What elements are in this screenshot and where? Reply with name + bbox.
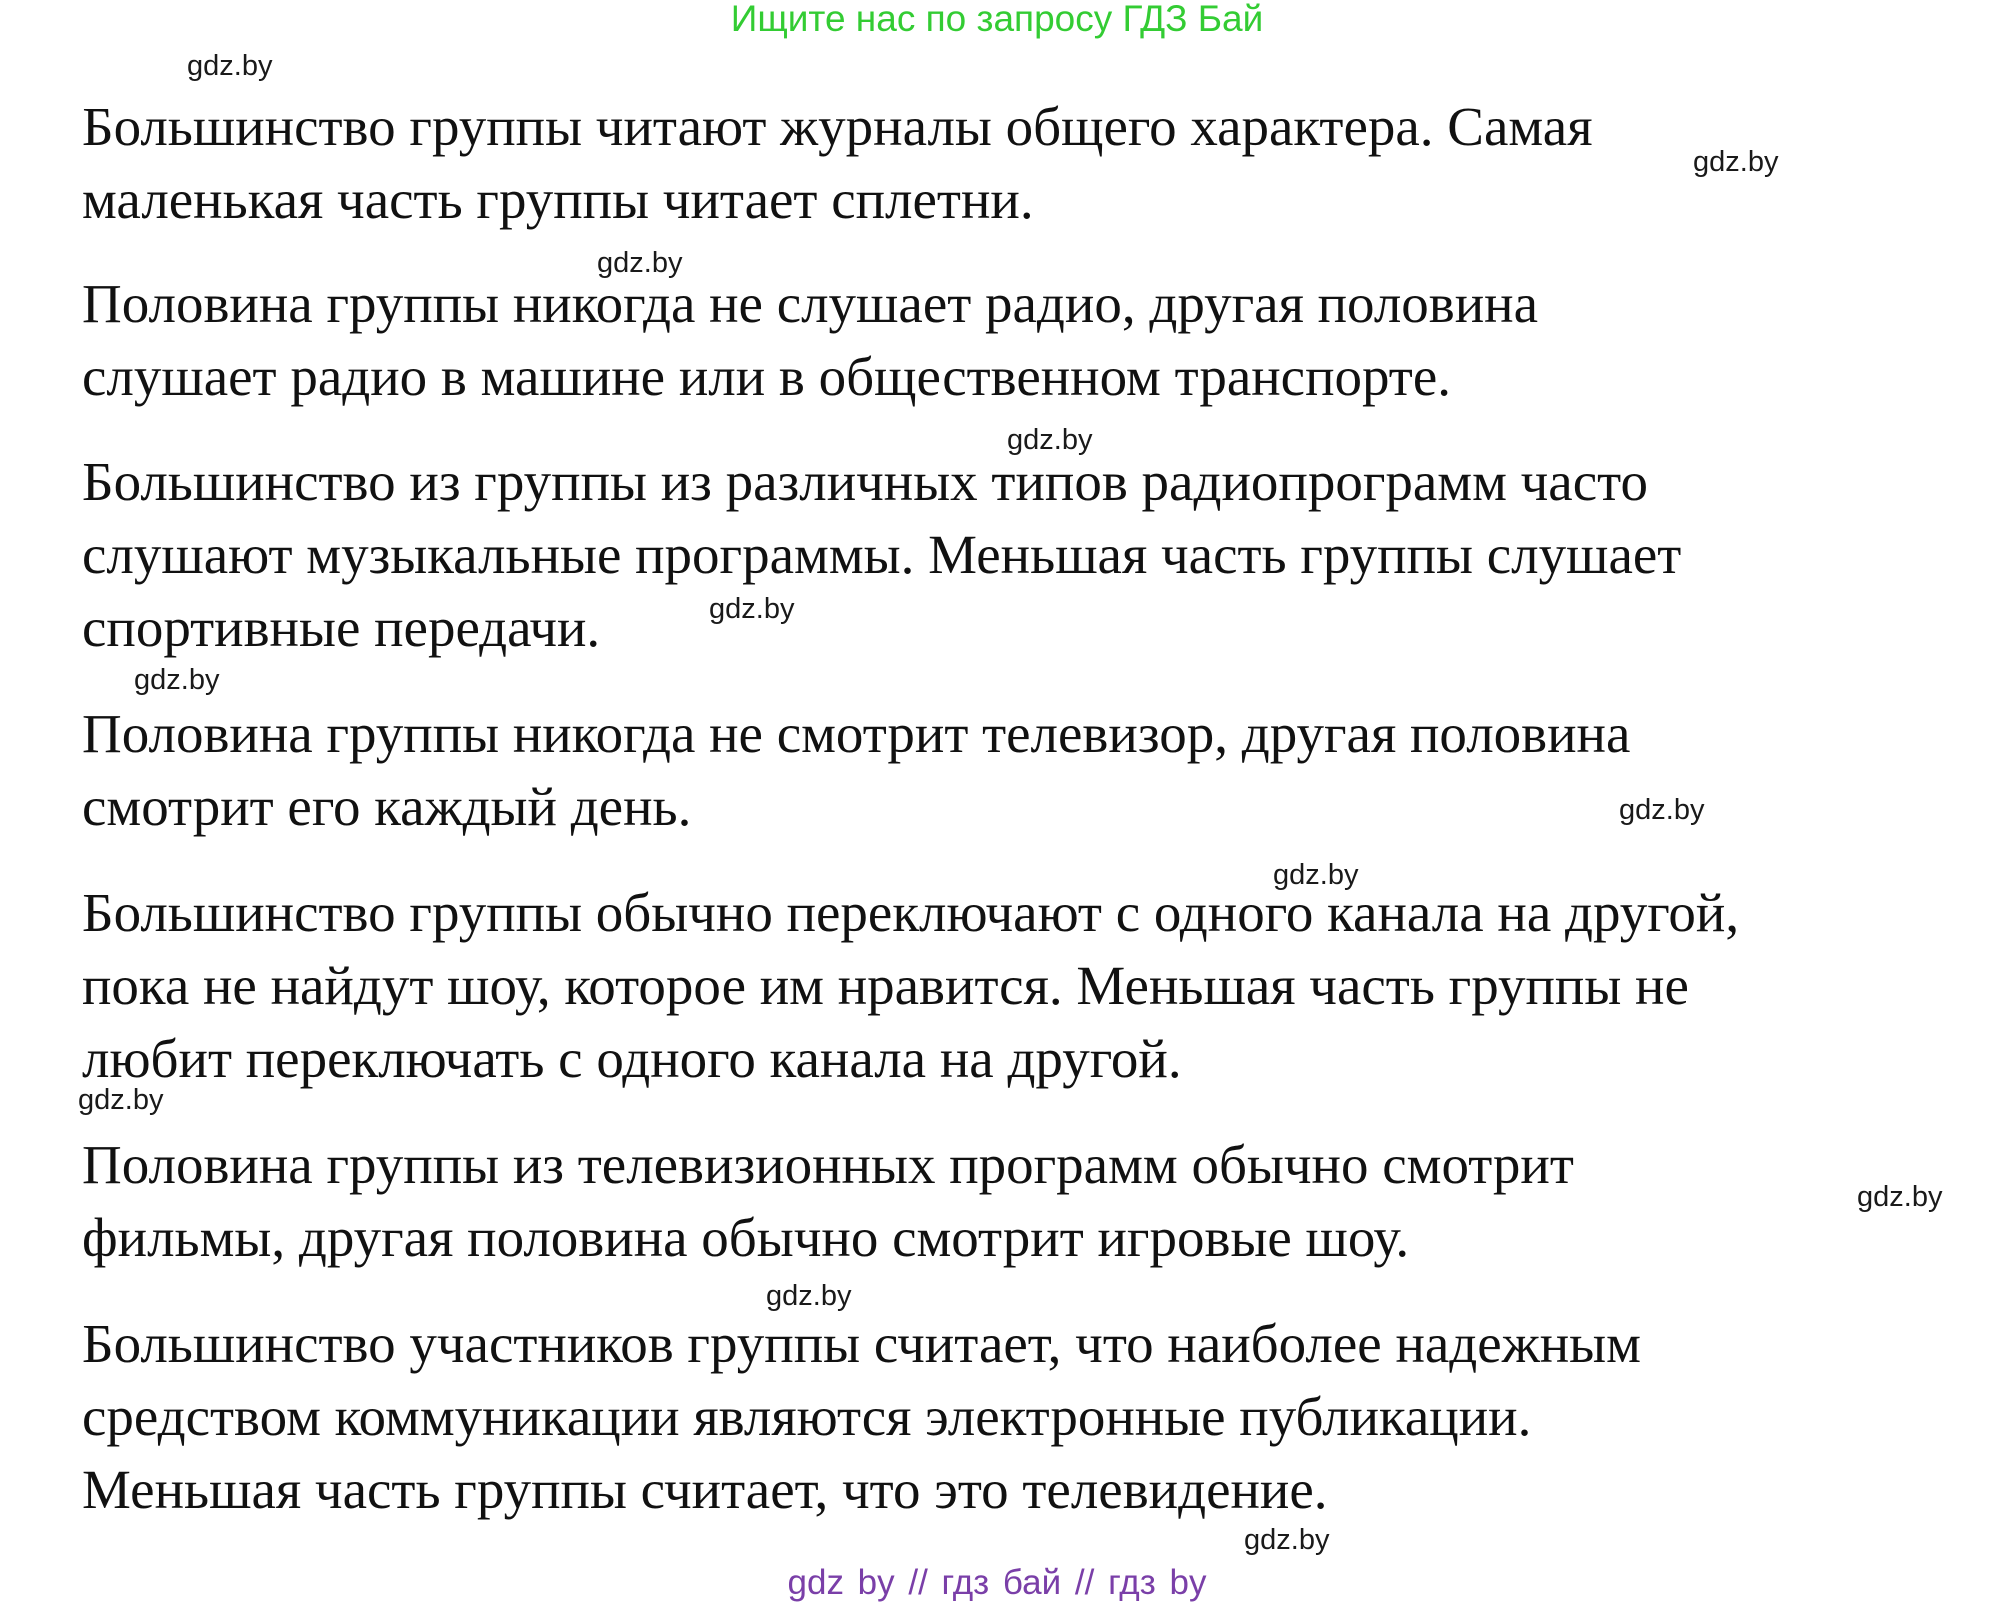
watermark: gdz.by bbox=[597, 247, 683, 279]
paragraph-line: спортивные передачи. bbox=[82, 597, 601, 658]
paragraph-line: Меньшая часть группы считает, что это телевидение. bbox=[82, 1459, 1328, 1520]
paragraph-line: слушают музыкальные программы. Меньшая часть группы слушает bbox=[82, 524, 1682, 585]
watermark: gdz.by bbox=[1857, 1181, 1943, 1213]
paragraph-line: Половина группы никогда не смотрит телевизор, другая половина bbox=[82, 703, 1631, 764]
paragraph-line: Большинство группы читают журналы общего характера. Самая bbox=[82, 96, 1593, 157]
paragraph-line: Большинство группы обычно переключают с одного канала на другой, bbox=[82, 882, 1740, 943]
paragraph-line: Большинство из группы из различных типов радиопрограмм часто bbox=[82, 451, 1648, 512]
paragraph-line: слушает радио в машине или в общественном транспорте. bbox=[82, 346, 1451, 407]
watermark: gdz.by bbox=[709, 593, 795, 625]
footer-links[interactable]: gdz by // гдз бай // гдз by bbox=[787, 1563, 1207, 1602]
paragraph-line: маленькая часть группы читает сплетни. bbox=[82, 169, 1034, 230]
search-hint-banner[interactable]: Ищите нас по запросу ГДЗ Бай bbox=[730, 0, 1264, 39]
watermark: gdz.by bbox=[766, 1280, 852, 1312]
watermark: gdz.by bbox=[78, 1084, 164, 1116]
answer-paragraph-7 bbox=[82, 1307, 1641, 1526]
watermark: gdz.by bbox=[1007, 424, 1093, 456]
answer-paragraph-2 bbox=[82, 267, 1538, 413]
paragraph-line: Половина группы из телевизионных программ обычно смотрит bbox=[82, 1134, 1574, 1195]
paragraph-line: Большинство участников группы считает, что наиболее надежным bbox=[82, 1313, 1641, 1374]
paragraph-line: Половина группы никогда не слушает радио, другая половина bbox=[82, 273, 1539, 334]
paragraph-line: фильмы, другая половина обычно смотрит игровые шоу. bbox=[82, 1207, 1410, 1268]
watermark: gdz.by bbox=[1244, 1524, 1330, 1556]
answer-paragraph-1 bbox=[82, 90, 1593, 236]
watermark: gdz.by bbox=[187, 50, 273, 82]
watermark: gdz.by bbox=[1693, 146, 1779, 178]
paragraph-line: любит переключать с одного канала на другой. bbox=[82, 1028, 1182, 1089]
paragraph-line: пока не найдут шоу, которое им нравится. Меньшая часть группы не bbox=[82, 955, 1689, 1016]
answer-paragraph-6 bbox=[82, 1128, 1574, 1274]
paragraph-line: средством коммуникации являются электронные публикации. bbox=[82, 1386, 1532, 1447]
answer-paragraph-3 bbox=[82, 445, 1681, 664]
watermark: gdz.by bbox=[134, 664, 220, 696]
watermark: gdz.by bbox=[1619, 794, 1705, 826]
answer-paragraph-4 bbox=[82, 697, 1630, 843]
paragraph-line: смотрит его каждый день. bbox=[82, 776, 692, 837]
watermark: gdz.by bbox=[1273, 859, 1359, 891]
answer-paragraph-5 bbox=[82, 876, 1739, 1095]
